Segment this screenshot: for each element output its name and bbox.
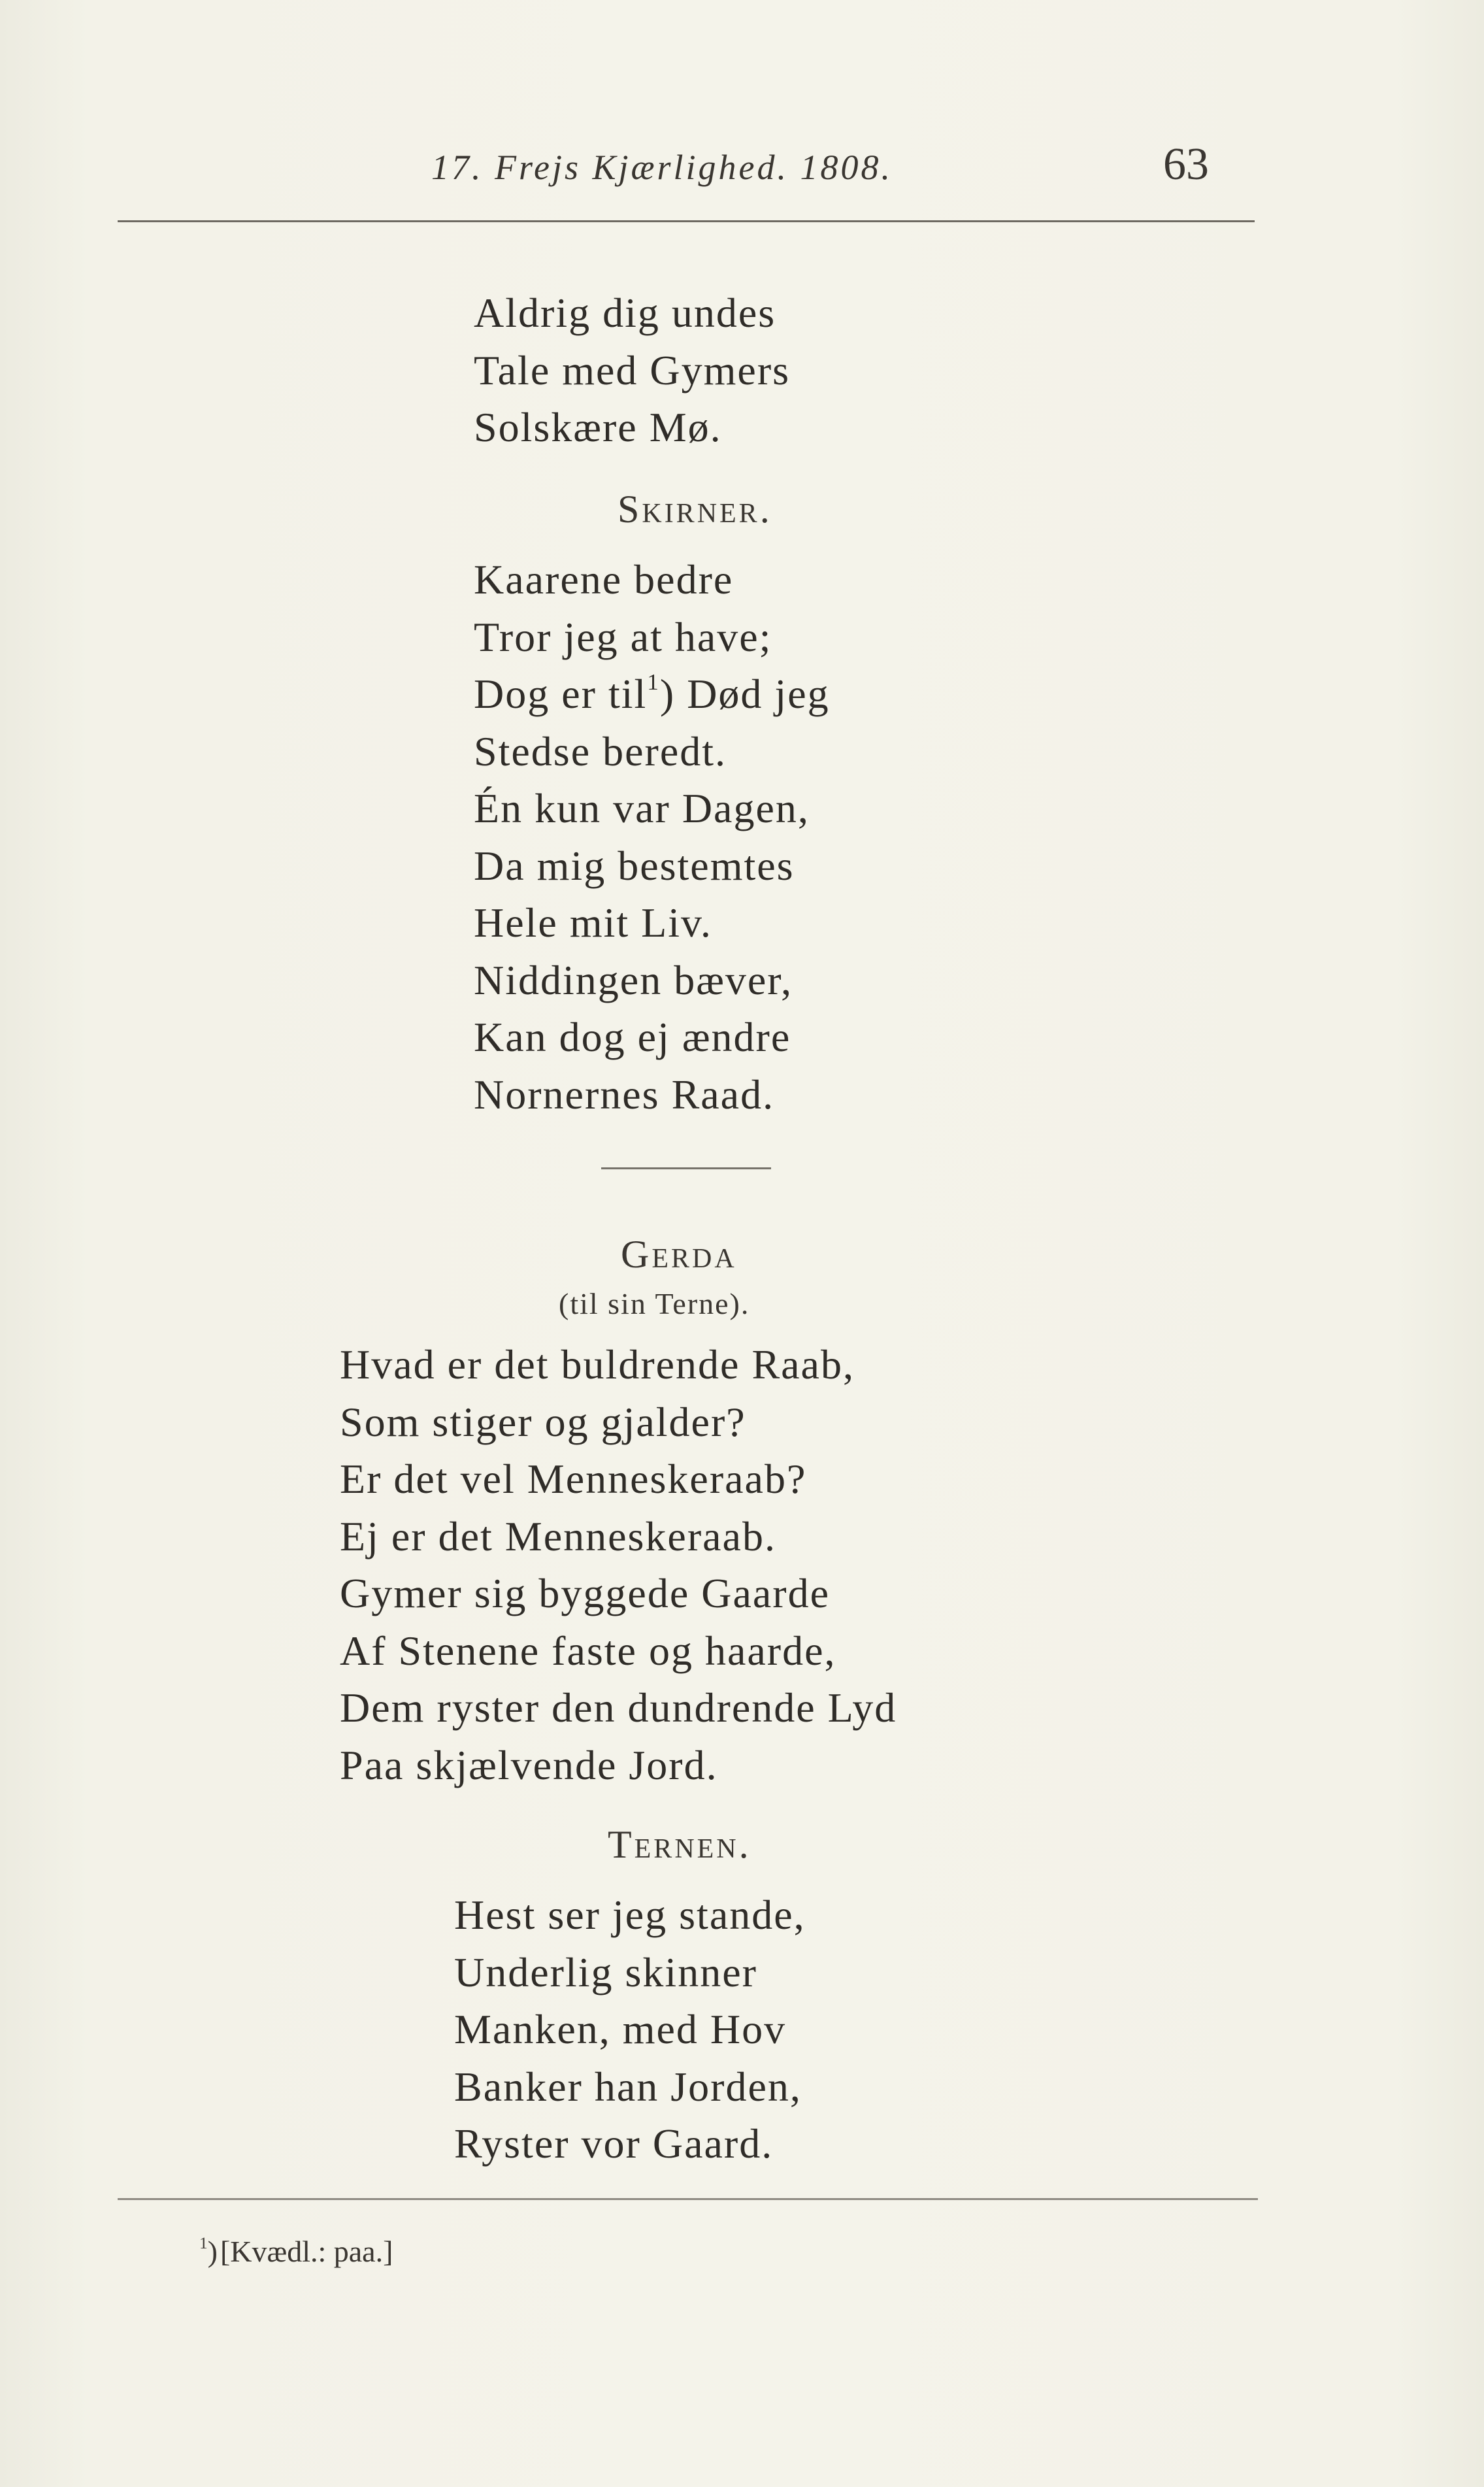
footnote-reference: 1 <box>647 669 660 695</box>
verse-line-with-note <box>474 665 830 723</box>
verse-line: Ej er det Menneskeraab. <box>340 1512 776 1560</box>
speaker-ternen: Ternen. <box>608 1823 751 1866</box>
running-title: 17. Frejs Kjærlighed. 1808. <box>431 148 893 187</box>
footnote <box>199 2234 393 2269</box>
stanza-skirner <box>474 551 830 1123</box>
header-rule <box>118 220 1255 222</box>
verse-line: Tale med Gymers <box>474 346 791 393</box>
footnote-text: [Kvædl.: paa.] <box>220 2235 393 2268</box>
verse-line: Hele mit Liv. <box>474 899 712 946</box>
verse-line: Gymer sig byggede Gaarde <box>340 1570 830 1616</box>
verse-line: Er det vel Menneskeraab? <box>340 1456 807 1502</box>
stage-direction: (til sin Terne). <box>559 1287 750 1320</box>
verse-line: Hvad er det buldrende Raab, <box>340 1341 855 1388</box>
stanza-ternen <box>454 1886 806 2173</box>
verse-line: Paa skjælvende Jord. <box>340 1741 718 1788</box>
verse-line: Hest ser jeg stande, <box>454 1892 806 1938</box>
verse-line: Solskære Mø. <box>474 404 722 450</box>
verse-line: Som stiger og gjalder? <box>340 1398 746 1445</box>
speaker-skirner: Skirner. <box>618 488 772 531</box>
verse-line: Niddingen bæver, <box>474 956 793 1003</box>
footnote-marker-paren: ) <box>207 2235 218 2268</box>
verse-line: Af Stenene faste og haarde, <box>340 1627 836 1674</box>
verse-line: Manken, med Hov <box>454 2006 787 2052</box>
speaker-gerda: Gerda <box>621 1233 737 1276</box>
page-number: 63 <box>1163 139 1209 190</box>
verse-line: Stedse beredt. <box>474 727 727 775</box>
verse-line: Kaarene bedre <box>474 556 734 603</box>
verse-text: Dog er til <box>474 671 648 717</box>
stanza-opening <box>474 284 790 456</box>
verse-line: Kan dog ej ændre <box>474 1014 791 1060</box>
verse-text: ) Død jeg <box>659 671 830 717</box>
verse-line: Tror jeg at have; <box>474 613 772 660</box>
verse-line: Dem ryster den dundrende Lyd <box>340 1684 897 1731</box>
stanza-gerda <box>340 1336 897 1794</box>
verse-line: Banker han Jorden, <box>454 2063 802 2110</box>
verse-line: Nornernes Raad. <box>474 1071 775 1118</box>
verse-line: Underlig skinner <box>454 1948 757 1995</box>
verse-line: Aldrig dig undes <box>474 290 776 336</box>
verse-line: Én kun var Dagen, <box>474 785 810 831</box>
verse-line: Ryster vor Gaard. <box>454 2120 774 2167</box>
verse-line: Da mig bestemtes <box>474 842 795 889</box>
footnote-marker: 1 <box>199 2233 208 2252</box>
section-divider <box>601 1167 771 1169</box>
footnote-rule <box>118 2198 1258 2200</box>
